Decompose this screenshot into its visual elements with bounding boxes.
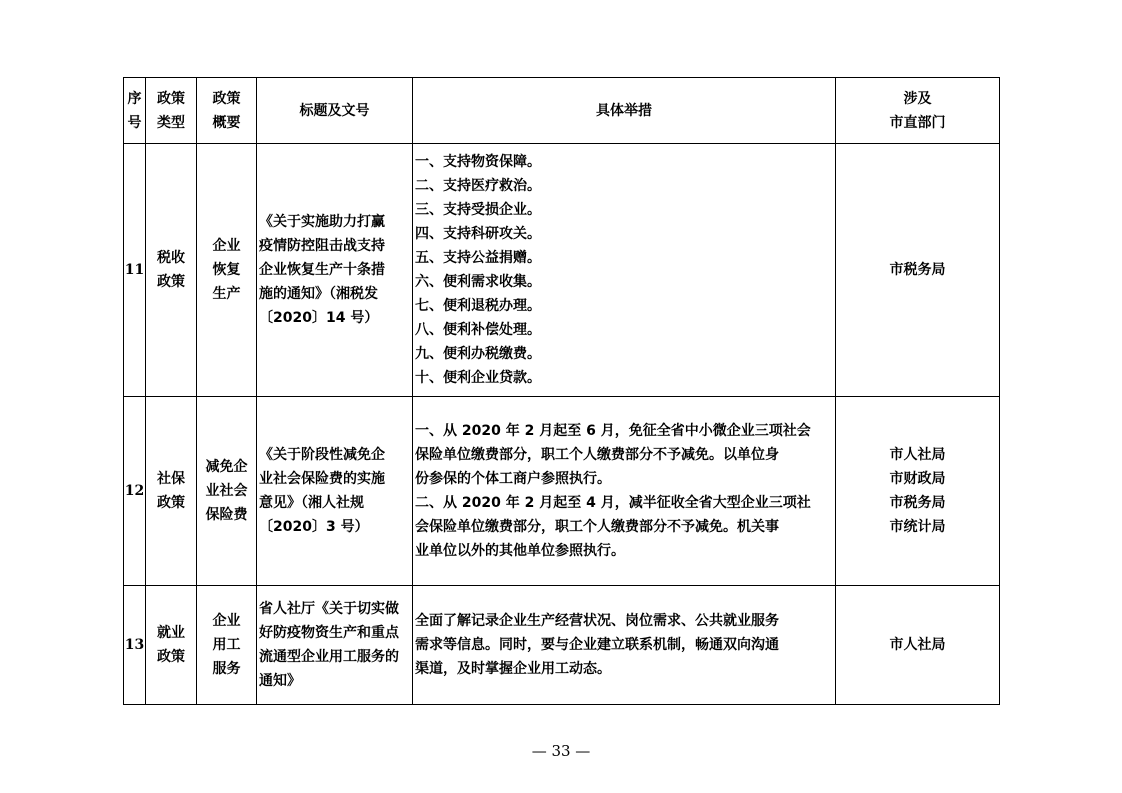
row-dept: 市税务局 <box>836 144 1000 397</box>
row-seq: 11 <box>124 144 146 397</box>
header-row <box>124 78 1000 144</box>
header-seq: 序 号 <box>124 78 146 144</box>
header-summary: 政策 概要 <box>197 78 257 144</box>
header-dept: 涉及 市直部门 <box>836 78 1000 144</box>
header-measures: 具体举措 <box>413 78 836 144</box>
row-measures: 一、从 2020 年 2 月起至 6 月，免征全省中小微企业三项社会 保险单位缴费部分，职工个人缴费部分不予减免。以单位身 份参保的个体工商户参照执行。 二、从 2020 年 2 月起至 4 月，减半征收全省大型企业三项社 会保险单位缴费部分，职工个人缴费部分不予减免。机关事 业单位以外的其他单位参照执行。 <box>413 397 836 586</box>
page-number: — 33 — <box>531 742 591 760</box>
table-row <box>124 397 1000 586</box>
row-dept: 市人社局 市财政局 市税务局 市统计局 <box>836 397 1000 586</box>
row-seq: 13 <box>124 586 146 705</box>
row-seq: 12 <box>124 397 146 586</box>
row-measures: 全面了解记录企业生产经营状况、岗位需求、公共就业服务 需求等信息。同时，要与企业建立联系机制，畅通双向沟通 渠道，及时掌握企业用工动态。 <box>413 586 836 705</box>
row-title: 省人社厅《关于切实做 好防疫物资生产和重点 流通型企业用工服务的 通知》 <box>257 586 413 705</box>
row-title: 《关于实施助力打赢 疫情防控阻击战支持 企业恢复生产十条措 施的通知》（湘税发 〔2020〕14 号） <box>257 144 413 397</box>
row-type: 社保 政策 <box>146 397 197 586</box>
header-type: 政策 类型 <box>146 78 197 144</box>
row-summary: 减免企 业社会 保险费 <box>197 397 257 586</box>
policy-table <box>123 77 1000 705</box>
row-type: 就业 政策 <box>146 586 197 705</box>
row-measures: 一、支持物资保障。 二、支持医疗救治。 三、支持受损企业。 四、支持科研攻关。 五、支持公益捐赠。 六、便利需求收集。 七、便利退税办理。 八、便利补偿处理。 九、便利办税缴费。 十、便利企业贷款。 <box>413 144 836 397</box>
table-row <box>124 586 1000 705</box>
table-row <box>124 144 1000 397</box>
row-summary: 企业 恢复 生产 <box>197 144 257 397</box>
row-dept: 市人社局 <box>836 586 1000 705</box>
row-type: 税收 政策 <box>146 144 197 397</box>
row-summary: 企业 用工 服务 <box>197 586 257 705</box>
header-title: 标题及文号 <box>257 78 413 144</box>
row-title: 《关于阶段性减免企 业社会保险费的实施 意见》（湘人社规 〔2020〕3 号） <box>257 397 413 586</box>
